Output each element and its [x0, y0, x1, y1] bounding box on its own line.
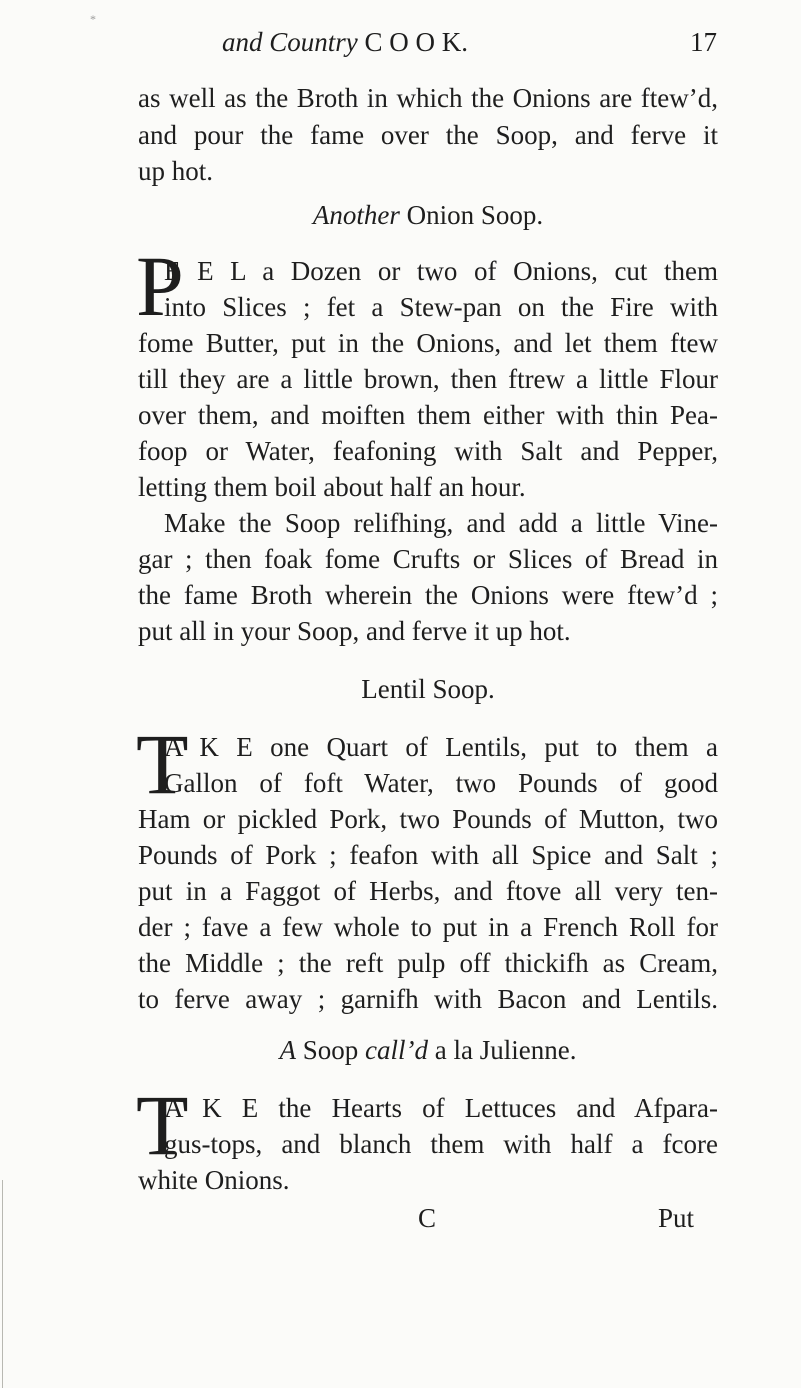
- paragraph-line: over them, and moiften them either with thin Pea-: [138, 400, 718, 430]
- page-number: 17: [690, 27, 717, 57]
- continuation-line-3: up hot.: [138, 156, 214, 186]
- paragraph-line: A K E one Quart of Lentils, put to them a: [164, 732, 718, 762]
- paragraph-line: Gallon of foft Water, two Pounds of good: [164, 768, 718, 798]
- paragraph-line: Make the Soop relifhing, and add a little Vine-: [164, 508, 718, 538]
- continuation-line-1: as well as the Broth in which the Onions are ftew’d,: [138, 83, 718, 113]
- paragraph-line: the fame Broth wherein the Onions were ftew’d ;: [138, 580, 718, 610]
- heading-italic-a: A: [279, 1035, 297, 1065]
- heading-italic-calld: call’d: [365, 1035, 429, 1065]
- paragraph-line: till they are a little brown, then ftrew a little Flour: [138, 364, 718, 394]
- paragraph-line: letting them boil about half an hour.: [138, 472, 526, 502]
- heading-italic-another: Another: [312, 200, 400, 230]
- paragraph-line: Pounds of Pork ; feafon with all Spice and Salt ;: [138, 840, 718, 870]
- page-edge-line: [2, 1180, 3, 1388]
- paragraph-line: foop or Water, feafoning with Salt and Pepper,: [138, 436, 718, 466]
- running-title-italic: and Country: [222, 27, 358, 57]
- drop-cap-t: T: [136, 1077, 189, 1173]
- recipe-heading-lentil-soop: Lentil Soop.: [361, 674, 495, 704]
- paragraph-line: gar ; then foak fome Crufts or Slices of Bread in: [138, 544, 718, 574]
- paragraph-line: fome Butter, put in the Onions, and let them ftew: [138, 328, 718, 358]
- paragraph-line: gus-tops, and blanch them with half a fcore: [164, 1129, 718, 1159]
- running-title-caps: C O O K.: [364, 27, 469, 57]
- continuation-line-2: and pour the fame over the Soop, and ferve it: [138, 120, 718, 150]
- drop-cap-p: P: [136, 238, 184, 334]
- heading-roman-julienne: a la Julienne.: [428, 1035, 577, 1065]
- running-title: [222, 24, 468, 60]
- paragraph-line: to ferve away ; garnifh with Bacon and Lentils.: [138, 984, 718, 1014]
- paragraph-line: A K E the Hearts of Lettuces and Afpara-: [164, 1093, 718, 1123]
- recipe-heading-another-onion-soop: [138, 197, 718, 233]
- paragraph-line: Ham or pickled Pork, two Pounds of Mutton, two: [138, 804, 718, 834]
- catchword: Put: [658, 1203, 695, 1233]
- heading-rest: Onion Soop.: [399, 200, 544, 230]
- heading-roman-soop: Soop: [296, 1035, 366, 1065]
- signature-mark: C: [418, 1203, 437, 1233]
- recipe-heading-julienne: [138, 1032, 718, 1068]
- paragraph-line: put in a Faggot of Herbs, and ftove all very ten-: [138, 876, 718, 906]
- drop-cap-t: T: [136, 716, 189, 812]
- paragraph-line: the Middle ; the reft pulp off thickifh as Cream,: [138, 948, 718, 978]
- paragraph-line: into Slices ; fet a Stew-pan on the Fire with: [164, 292, 718, 322]
- page-speck-mark: *: [90, 12, 96, 26]
- paragraph-line: der ; fave a few whole to put in a French Roll for: [138, 912, 718, 942]
- paragraph-line: white Onions.: [138, 1165, 290, 1195]
- paragraph-line: put all in your Soop, and ferve it up hot.: [138, 616, 571, 646]
- paragraph-line: E E L a Dozen or two of Onions, cut them: [164, 256, 718, 286]
